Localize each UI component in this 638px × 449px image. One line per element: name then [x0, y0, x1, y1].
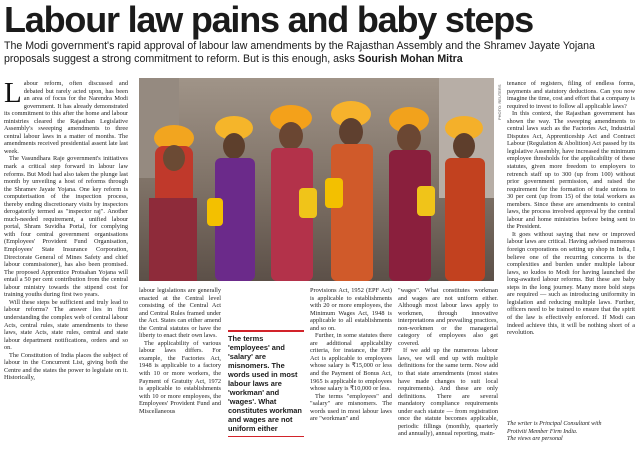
column-3 [310, 287, 392, 448]
col5-paragraph: In this context, the Rajasthan government has shown the way. The sweeping amendments to central laws such as the Factories Act, Industrial Disputes Act, Apprenticeship Act and Contract Labour (Regulation & Abolition) Act passed by its legislative Assembly, have increased the minimum employee thresholds for the applicability of these statutes, given more freedom to employers to retrench staff up to 300 (up from 100) without prior government permission, and raised the requirement for the formation of trade unions to 30 per cent (up from 15) of the total workers as members. Since these are amendments to central laws, the process involved approval by the central labour and home ministries before being sent to the President. [507, 110, 635, 231]
col2-paragraph: labour legislations are generally enacted at the Central level consisting of the Central Act and Central Rules framed under the Act. States can either amend the Central statutes or have the liberty to enact their own laws. [139, 287, 221, 340]
headline: Labour law pains and baby steps [4, 0, 533, 40]
column-5 [507, 80, 635, 420]
author-note-line: Protiviti Member Firm India. [507, 428, 578, 435]
col5-paragraph: It goes without saying that new or improved labour laws are critical. Having advised numerous foreign corporations on setting up shop in India, I believe one of the recurring concerns is the complexities and burden under multiple labour laws, so kudos to Modi for having launched the long-awaited labour reforms. But these are baby steps in the long journey. Many more bold steps are required — such as introducing uniformity in legislation and reducing multiple laws. Further, officers need to be trained to ensure that the spirit of the law is effectively enforced. If Modi can indeed achieve this, it will be nothing short of a revolution. [507, 230, 635, 337]
article-photo [139, 78, 494, 281]
col4-paragraph: "wages". What constitutes workman and wages are not uniform either. Although most labour laws apply to workmen, through innovative interpretations and prevailing practices, non-workmen or the managerial category of employees also get covered. [398, 287, 498, 347]
col1-paragraph: Will these steps be sufficient and truly lead to labour reforms? The answer lies in first understanding the complex web of central labour Acts, central rules, state amendments to these laws, state Acts, state rules, central and state labour department notifications, orders and so on. [4, 298, 128, 352]
col1-first-paragraph [4, 80, 128, 155]
col3-paragraph: The terms "employees" and "salary" are misnomers. The words used in most labour laws are "workman" and [310, 392, 392, 423]
dropcap: L [4, 80, 22, 109]
column-2 [139, 287, 221, 448]
col1-paragraph: The Constitution of India places the subject of labour in the Concurrent List, giving both the Centre and the states the power to legislate on it. Historically, [4, 351, 128, 382]
pull-quote: The terms 'employees' and 'salary' are misnomers. The words used in most labour laws are 'workman' and 'wages'. What constitutes workman and wages are not uniform either [228, 330, 304, 437]
col2-paragraph: The applicability of various labour laws differs. For example, the Factories Act, 1948 is applicable to a factory with 10 or more workers, the Payment of Gratuity Act, 1972 is applicable to establishments with 10 or more employees, the Employees' Provident Fund and Miscellaneous [139, 339, 221, 415]
author-note [507, 421, 635, 444]
column-1 [4, 80, 128, 448]
col5-paragraph: tenance of registers, filing of endless forms, payments and statutory deductions. Can you now imagine the time, cost and effort that a company is required to invest to follow all applicable laws? [507, 80, 635, 110]
photo-credit: PHOTO: REUTERS [497, 84, 502, 120]
standfirst-text: The Modi government's rapid approval of labour law amendments by the Rajasthan Assembly and the Shramev Jayate Yojana proposals suggest a strong commitment to reform. But is this enough, asks [4, 40, 595, 65]
col1-paragraph: The Vasundhara Raje government's initiatives mark a critical step forward in labour law reforms. But Modi had also taken the plunge last month by unveiling a host of reforms through the Shramev Jayate Yojana. One key reform is computerisation of the inspection process, thereby ending discretionary visits by inspectors derogatorily termed as "inspector raj". Another much-needed requirement, a unified labour portal, Shram Suvidha Portal, for complying with four central government organisations (Employees' Provident Fund Organisation, Employees' State Insurance Corporation, Directorate General of Mines Safety and chief labour commissioner), has also been promised. The proposed Apprentice Protsahan Yojana will entail a 50 per cent contribution from the central labour ministry towards the stipend cost for training youths during first two years. [4, 155, 128, 299]
col3-paragraph: Provisions Act, 1952 (EPF Act) is applicable to establishments with 20 or more employees, the Minimum Wages Act, 1948 is applicable to all establishments and so on. [310, 287, 392, 332]
column-4 [398, 287, 498, 448]
col4-paragraph: If we add up the numerous labour laws, we will end up with multiple definitions for the same term. Now add to that state amendments (most states have made changes to suit local requirements). And these are only definitions. There are several mandatory compliance requirements under each statute — from registration once the statute becomes applicable, periodic fillings (monthly, quarterly and annually), annual reporting, main- [398, 347, 498, 438]
photo-of-women-workers-icon [139, 78, 494, 281]
col1-p1-text: abour reform, often discussed and debated but rarely acted upon, has been an area of focus for the Narendra Modi government. It has already demonstrated its commitment to this after the home and labour ministries cleared the Rajasthan Legislative Assembly's sweeping amendments to three central labour laws in a matter of months. The amendments received presidential assent late last week. [4, 80, 128, 155]
author-note-line: The views are personal [507, 436, 563, 442]
standfirst [4, 40, 634, 66]
col3-paragraph: Further, in some statutes there are additional applicability criteria, for instance, the EPF Act is applicable to employees whose salary is ₹15,000 or less and the Payment of Bonus Act, 1965 is applicable to employees whose salary is ₹10,000 or less. [310, 332, 392, 393]
byline: Sourish Mohan Mitra [357, 53, 463, 65]
author-note-line: The writer is Principal Consultant with [507, 421, 602, 427]
